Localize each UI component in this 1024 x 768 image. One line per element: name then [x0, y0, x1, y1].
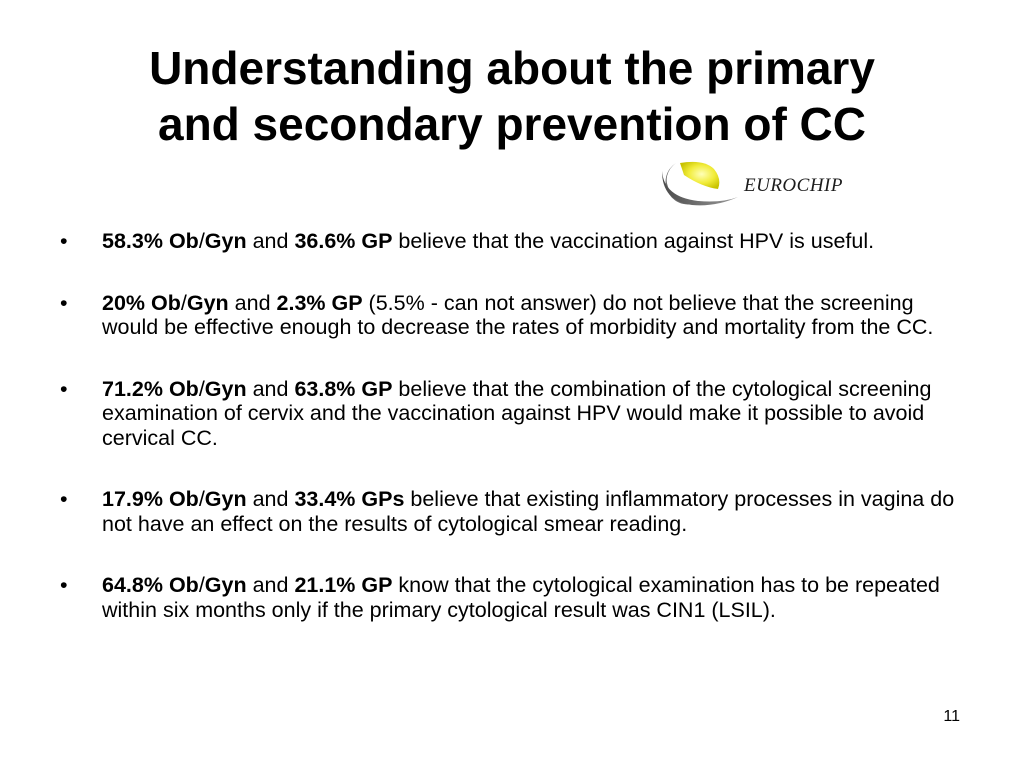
logo-text: EUROCHIP	[744, 175, 843, 196]
bullet-list	[60, 229, 960, 622]
bullet-dot-icon: •	[60, 290, 68, 315]
slide-title-line-1: Understanding about the primary	[149, 42, 875, 94]
bullet-item-3	[60, 377, 960, 451]
slide-title	[40, 40, 984, 152]
bullet-item-1	[60, 229, 960, 254]
bullet-dot-icon: •	[60, 487, 68, 511]
conjunction: and	[246, 376, 295, 401]
gyn-label: Gyn	[204, 229, 247, 253]
bullet-dot-icon: •	[60, 573, 68, 597]
gyn-label: Gyn	[204, 376, 247, 401]
slash: /	[180, 290, 187, 315]
bullet-item-4	[60, 487, 960, 536]
bullet-item-5	[60, 573, 960, 622]
gp-percent: 33.4% GPs	[294, 487, 405, 511]
bullet-text: (5.5% - can not answer) do not believe that the screening would be effective enough to decrease the rates of morbidity and mortality from the CC.	[102, 290, 934, 339]
gyn-label: Gyn	[186, 290, 229, 315]
obgyn-percent: 20%	[102, 290, 146, 315]
bullet-text: know that the cytological examination has to be repeated within six months only if the primary cytological result was CIN1 (LSIL).	[102, 573, 940, 622]
obgyn-percent: 17.9%	[102, 487, 163, 511]
ob-label: Ob	[168, 229, 199, 253]
obgyn-percent: 71.2%	[102, 376, 163, 401]
bullet-text: believe that the combination of the cytological screening examination of cervix and the vaccination against HPV would make it possible to avoid cervical CC.	[102, 376, 932, 450]
bullet-dot-icon: •	[60, 229, 68, 253]
obgyn-percent: 64.8%	[102, 573, 163, 597]
gyn-label: Gyn	[204, 487, 247, 511]
bullet-text: believe that the vaccination against HPV is useful.	[392, 229, 875, 253]
ob-label: Ob	[168, 376, 199, 401]
conjunction: and	[246, 229, 295, 253]
slash: /	[198, 573, 205, 597]
gyn-label: Gyn	[204, 573, 247, 597]
slash: /	[198, 229, 205, 253]
page-number: 11	[943, 708, 960, 725]
ob-label: Ob	[168, 573, 199, 597]
bullet-dot-icon: •	[60, 376, 68, 401]
gp-percent: 21.1% GP	[294, 573, 393, 597]
bullet-item-2	[60, 291, 960, 340]
ob-label: Ob	[168, 487, 199, 511]
slash: /	[198, 376, 205, 401]
gp-percent: 63.8% GP	[294, 376, 393, 401]
conjunction: and	[228, 290, 277, 315]
slide-title-line-2: and secondary prevention of CC	[157, 98, 866, 150]
ob-label: Ob	[151, 290, 181, 315]
gp-percent: 36.6% GP	[294, 229, 393, 253]
gp-percent: 2.3% GP	[276, 290, 363, 315]
conjunction: and	[246, 573, 295, 597]
eurochip-logo	[652, 161, 882, 209]
obgyn-percent: 58.3%	[102, 229, 163, 253]
bullet-text: believe that existing inflammatory processes in vagina do not have an effect on the results of cytological smear reading.	[102, 487, 955, 536]
slash: /	[198, 487, 205, 511]
conjunction: and	[246, 487, 295, 511]
